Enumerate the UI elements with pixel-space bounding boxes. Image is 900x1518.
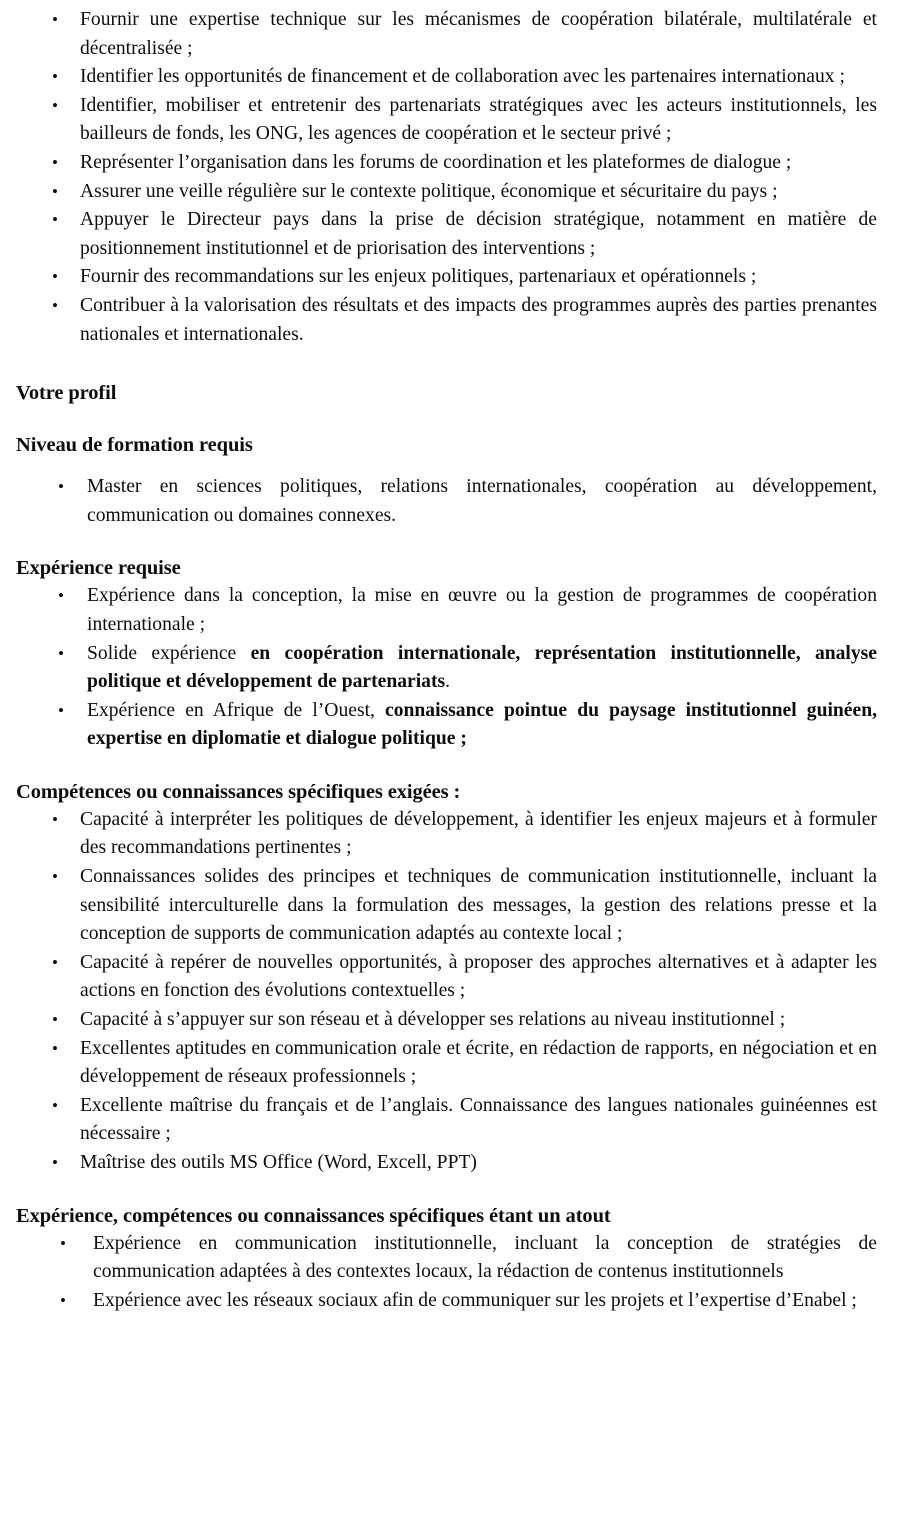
responsibility-bullet: • Assurer une veille régulière sur le contexte politique, économique et sécuritaire du pays ;	[16, 178, 877, 207]
section-heading-experience-requise: Expérience requise	[16, 557, 181, 580]
body-text: Solide expérience	[87, 642, 251, 664]
section-heading-competences-exigees: Compétences ou connaissances spécifiques exigées :	[16, 780, 461, 803]
competence-bullet: • Capacité à interpréter les politiques de développement, à identifier les enjeux majeurs et à formuler des recommandations pertinentes ;	[16, 806, 877, 863]
section-heading-experience-atout: Expérience, compétences ou connaissances spécifiques étant un atout	[16, 1204, 611, 1227]
experience-atout-bullet: • Expérience avec les réseaux sociaux afin de communiquer sur les projets et l’expertise d’Enabel ;	[16, 1287, 877, 1316]
emphasis-text: en coopération internationale, représentation institutionnelle, analyse politique et développement de partenariats	[87, 642, 877, 693]
body-text: Expérience dans la conception, la mise en œuvre ou la gestion de programmes de coopération internationale ;	[87, 585, 877, 635]
experience-requise-bullet	[16, 640, 877, 697]
emphasis-text: connaissance pointue du paysage institutionnel guinéen, expertise en diplomatie et dialogue politique ;	[87, 699, 877, 750]
body-text: .	[445, 671, 451, 693]
competence-bullet: • Capacité à repérer de nouvelles opportunités, à proposer des approches alternatives et à adapter les actions en fonction des évolutions contextuelles ;	[16, 949, 877, 1006]
experience-atout-bullet-list	[16, 1230, 877, 1316]
experience-requise-bullet	[16, 582, 877, 639]
responsibility-bullet: • Identifier, mobiliser et entretenir des partenariats stratégiques avec les acteurs institutionnels, les bailleurs de fonds, les ONG, les agences de coopération et le secteur privé ;	[16, 92, 877, 149]
competence-bullet: • Connaissances solides des principes et techniques de communication institutionnelle, incluant la sensibilité interculturelle dans la formulation des messages, la gestion des relations presse et la conception de supports de communication adaptés au contexte local ;	[16, 863, 877, 949]
experience-atout-bullet: • Expérience en communication institutionnelle, incluant la conception de stratégies de communication adaptées à des contextes locaux, la rédaction de contenus institutionnels	[16, 1230, 877, 1287]
section-heading-niveau-de-formation-requis: Niveau de formation requis	[16, 434, 253, 457]
responsibility-bullet: • Identifier les opportunités de financement et de collaboration avec les partenaires internationaux ;	[16, 63, 877, 92]
body-text: Expérience en Afrique de l’Ouest,	[87, 699, 386, 721]
niveau-formation-bullet-list	[16, 473, 877, 530]
competence-bullet: • Excellente maîtrise du français et de l’anglais. Connaissance des langues nationales guinéennes est nécessaire ;	[16, 1092, 877, 1149]
competences-bullet-list	[16, 806, 877, 1178]
competence-bullet: • Capacité à s’appuyer sur son réseau et à développer ses relations au niveau institutionnel ;	[16, 1006, 877, 1035]
responsibility-bullet: • Représenter l’organisation dans les forums de coordination et les plateformes de dialogue ;	[16, 149, 877, 178]
responsibility-bullet: • Fournir une expertise technique sur les mécanismes de coopération bilatérale, multilatérale et décentralisée ;	[16, 6, 877, 63]
responsibility-bullet: • Contribuer à la valorisation des résultats et des impacts des programmes auprès des parties prenantes nationales et internationales.	[16, 292, 877, 349]
competence-bullet: • Maîtrise des outils MS Office (Word, Excell, PPT)	[16, 1149, 877, 1178]
responsibility-bullet: • Appuyer le Directeur pays dans la prise de décision stratégique, notamment en matière de positionnement institutionnel et de priorisation des interventions ;	[16, 206, 877, 263]
niveau-formation-bullet: • Master en sciences politiques, relations internationales, coopération au développement, communication ou domaines connexes.	[16, 473, 877, 530]
section-heading-votre-profil: Votre profil	[16, 382, 117, 405]
responsibility-bullet: • Fournir des recommandations sur les enjeux politiques, partenariaux et opérationnels ;	[16, 263, 877, 292]
responsibilities-bullet-list	[16, 6, 877, 349]
experience-requise-bullet	[16, 697, 877, 754]
experience-requise-bullet-list	[16, 582, 877, 754]
competence-bullet: • Excellentes aptitudes en communication orale et écrite, en rédaction de rapports, en négociation et en développement de réseaux professionnels ;	[16, 1035, 877, 1092]
